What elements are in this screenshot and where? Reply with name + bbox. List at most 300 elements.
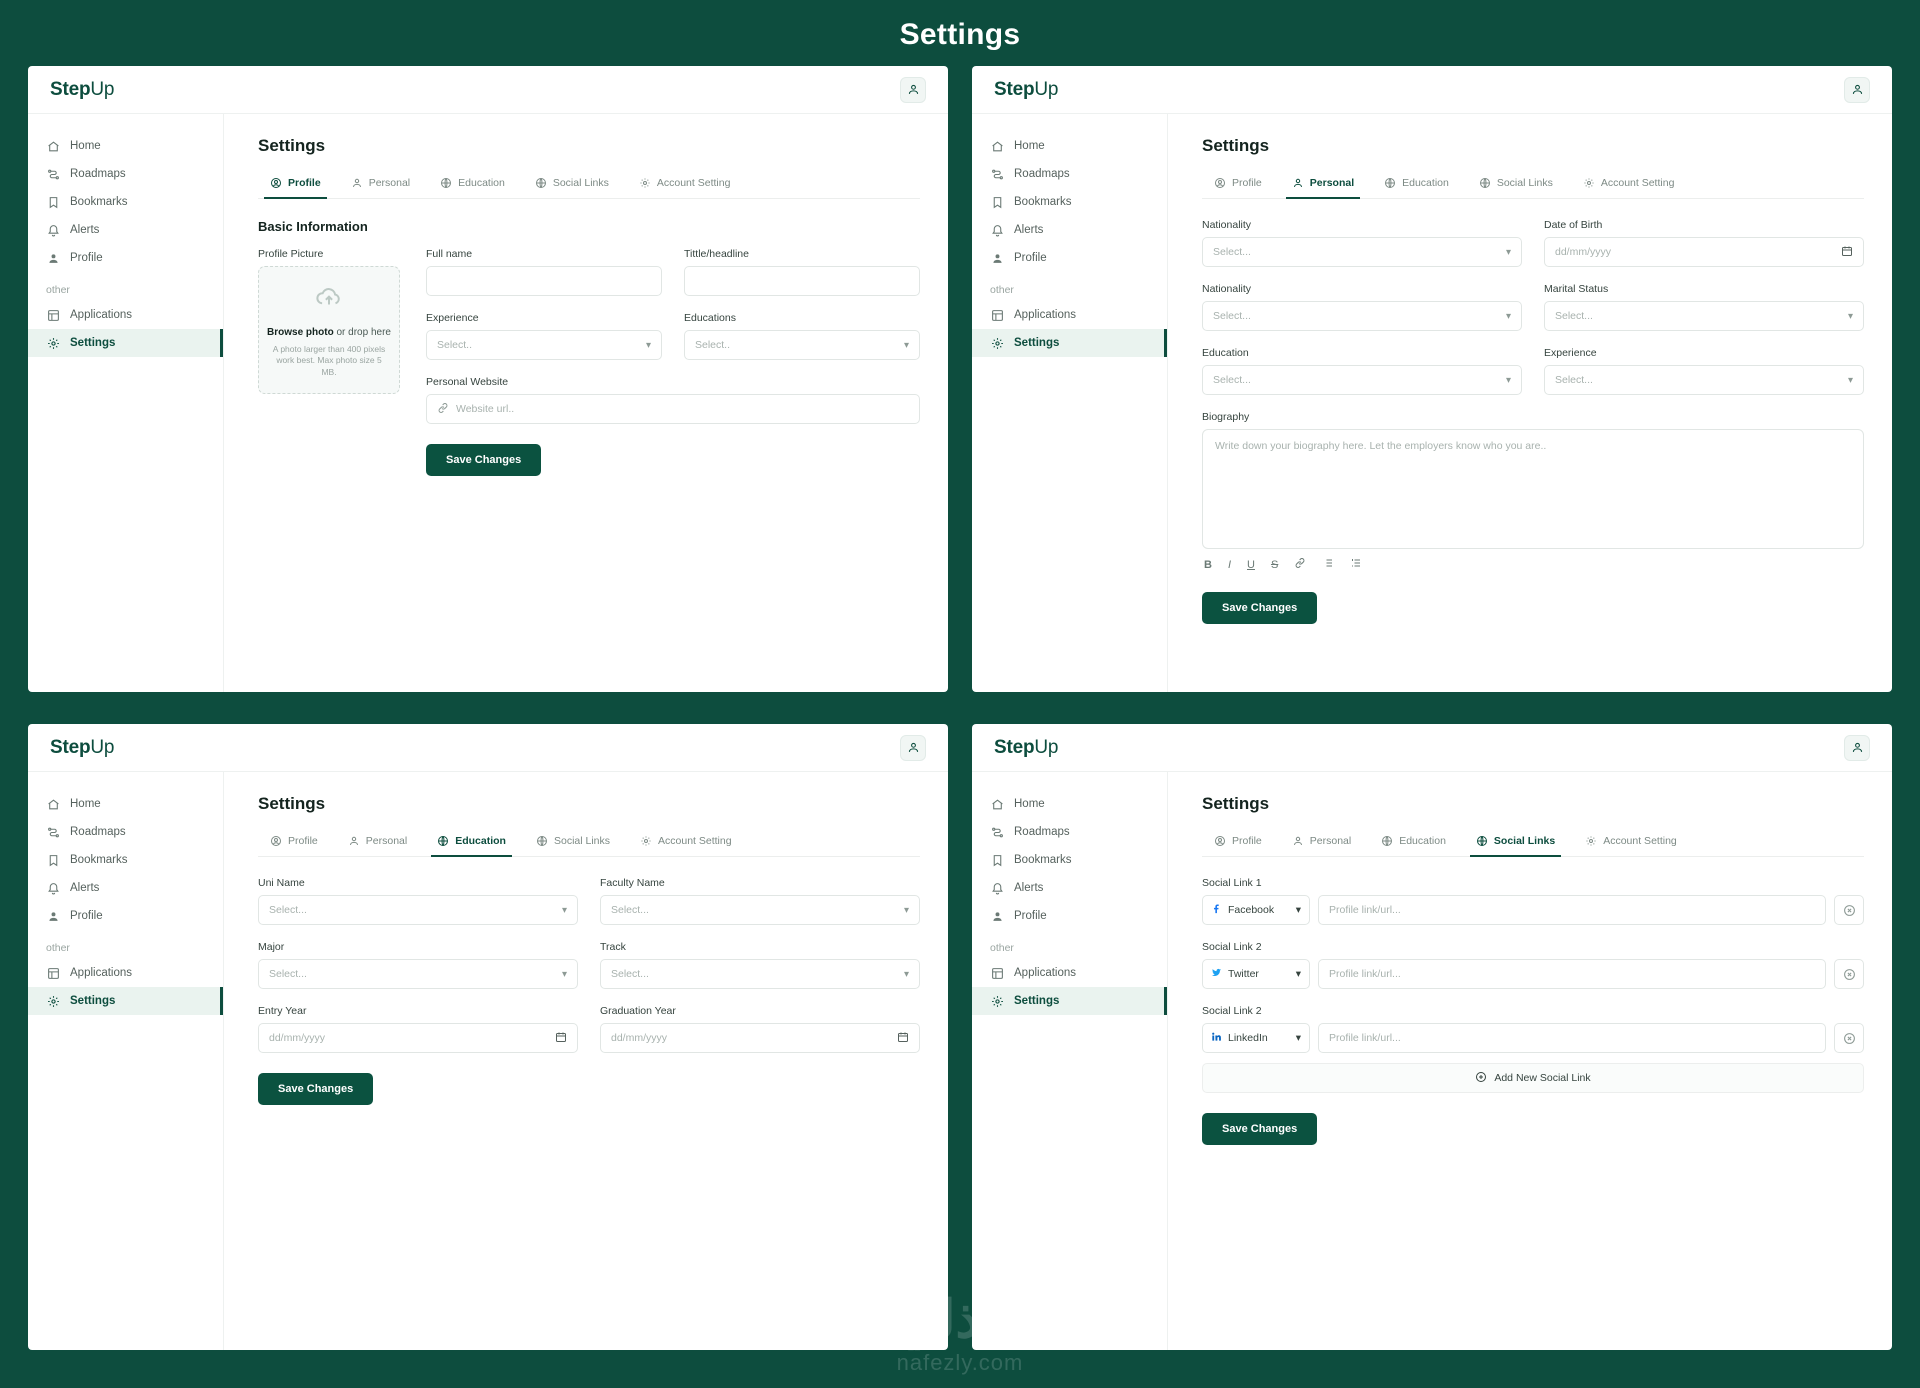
tab-education[interactable] (425, 828, 518, 856)
sidebar-item-label: Home (1014, 140, 1045, 152)
brand-logo[interactable] (50, 79, 114, 101)
globe-icon (1381, 835, 1393, 847)
browse-photo-rest: or drop here (333, 326, 391, 338)
home-icon (46, 797, 60, 811)
sidebar-item-home[interactable] (28, 790, 223, 818)
social-link-row (1202, 959, 1864, 989)
person-icon (1292, 177, 1304, 189)
user-icon (46, 909, 60, 923)
save-button[interactable]: Save Changes (1202, 1113, 1317, 1145)
user-circle-icon (270, 177, 282, 189)
avatar[interactable] (1844, 77, 1870, 103)
sidebar-item-home[interactable] (28, 132, 223, 160)
sidebar-item-profile[interactable] (972, 902, 1167, 930)
experience-label: Experience (1544, 347, 1597, 359)
sidebar-item-label: Profile (1014, 910, 1047, 922)
sidebar-item-alerts[interactable] (972, 874, 1167, 902)
marital-status-select[interactable] (1544, 301, 1864, 331)
bell-icon (46, 881, 60, 895)
sidebar-item-applications[interactable] (972, 959, 1167, 987)
sidebar-item-home[interactable] (972, 132, 1167, 160)
globe-icon (1479, 177, 1491, 189)
sidebar-item-label: Settings (1014, 337, 1060, 349)
add-new-social-link-button[interactable] (1202, 1063, 1864, 1093)
bookmark-icon (46, 195, 60, 209)
avatar[interactable] (900, 735, 926, 761)
social-link-3-label: Social Link 2 (1202, 1005, 1262, 1017)
sidebar-item-bookmarks[interactable] (28, 188, 223, 216)
sidebar-item-bookmarks[interactable] (972, 188, 1167, 216)
sidebar-item-label: Alerts (70, 224, 100, 236)
globe-icon (437, 835, 449, 847)
bell-icon (46, 223, 60, 237)
faculty-name-label: Faculty Name (600, 877, 665, 889)
sidebar-item-label: Home (70, 798, 101, 810)
sidebar-group-label: other (46, 284, 70, 296)
sidebar-item-home[interactable] (972, 790, 1167, 818)
calendar-icon[interactable] (555, 1031, 567, 1046)
tab-label: Education (455, 835, 506, 847)
sidebar (28, 114, 224, 692)
bold-icon[interactable]: B (1204, 558, 1212, 571)
education-select[interactable] (1202, 365, 1522, 395)
date-of-birth-label: Date of Birth (1544, 219, 1603, 231)
social-network-label: LinkedIn (1228, 1032, 1268, 1044)
gear-icon (1585, 835, 1597, 847)
tab-social-links[interactable] (523, 170, 621, 198)
social-link-row (1202, 895, 1864, 925)
applications-icon (46, 308, 60, 322)
underline-icon[interactable]: U (1247, 558, 1255, 571)
remove-social-link-button-2[interactable] (1834, 959, 1864, 989)
major-select[interactable] (258, 959, 578, 989)
tab-label: Social Links (553, 835, 611, 847)
tab-education[interactable] (1369, 828, 1458, 856)
chevron-down-icon: ▾ (1505, 310, 1511, 322)
uni-name-select[interactable] (258, 895, 578, 925)
entry-year-placeholder: dd/mm/yyyy (269, 1032, 326, 1044)
marital-status-value: Select... (1555, 310, 1593, 322)
sidebar-item-settings[interactable] (972, 987, 1167, 1015)
roadmap-icon (990, 167, 1004, 181)
card-body (28, 772, 948, 1350)
biography-textarea[interactable] (1202, 429, 1864, 549)
sidebar (972, 772, 1168, 1350)
educations-label: Educations (684, 312, 736, 324)
topbar (28, 66, 948, 114)
remove-social-link-button-3[interactable] (1834, 1023, 1864, 1053)
sidebar-item-bookmarks[interactable] (972, 846, 1167, 874)
tab-personal[interactable] (1280, 828, 1363, 856)
sidebar-item-settings[interactable] (972, 329, 1167, 357)
nationality-value: Select... (1213, 246, 1251, 258)
biography-placeholder: Write down your biography here. Let the employers know who you are.. (1215, 440, 1547, 452)
watermark-latin: nafezly.com (896, 1350, 1024, 1375)
tab-label: Education (1402, 177, 1449, 189)
calendar-icon[interactable] (1841, 245, 1853, 260)
sidebar-item-roadmaps[interactable] (28, 160, 223, 188)
sidebar-item-profile[interactable] (28, 902, 223, 930)
full-name-input[interactable] (426, 266, 662, 296)
brand-bold: Step (994, 78, 1035, 100)
experience-select[interactable] (426, 330, 662, 360)
sidebar-item-label: Bookmarks (70, 854, 128, 866)
sidebar-item-bookmarks[interactable] (28, 846, 223, 874)
education-value: Select... (1213, 374, 1251, 386)
tab-personal[interactable] (1280, 170, 1366, 198)
browse-photo-link[interactable]: Browse photo (267, 326, 334, 338)
social-network-select-3[interactable] (1202, 1023, 1310, 1053)
faculty-name-value: Select... (611, 904, 649, 916)
content-title: Settings (258, 136, 326, 155)
sidebar-item-label: Applications (1014, 967, 1077, 979)
sidebar-item-applications[interactable] (28, 301, 223, 329)
tab-account-setting[interactable] (627, 170, 743, 198)
nationality2-value: Select... (1213, 310, 1251, 322)
chevron-down-icon: ▾ (1505, 374, 1511, 386)
home-icon (990, 797, 1004, 811)
gear-icon (46, 336, 60, 350)
tab-label: Personal (365, 835, 408, 847)
biography-toolbar (1202, 549, 1864, 572)
link-icon[interactable] (1294, 557, 1306, 572)
save-button[interactable]: Save Changes (258, 1073, 373, 1105)
user-circle-icon (270, 835, 282, 847)
nationality2-label: Nationality (1202, 283, 1252, 295)
calendar-icon[interactable] (897, 1031, 909, 1046)
card-education (28, 724, 948, 1350)
card-profile (28, 66, 948, 692)
brand-logo[interactable] (50, 737, 114, 759)
card-social-links (972, 724, 1892, 1350)
strikethrough-icon[interactable]: S (1270, 558, 1279, 571)
tab-label: Personal (1309, 835, 1352, 847)
sidebar-item-label: Applications (70, 309, 133, 321)
brand-light: Up (90, 736, 115, 758)
plus-circle-icon (1475, 1071, 1487, 1086)
sidebar-item-label: Applications (1014, 309, 1077, 321)
chevron-down-icon: ▾ (1295, 904, 1301, 916)
gear-icon (640, 835, 652, 847)
title-headline-label: Tittle/headline (684, 248, 749, 260)
brand-light: Up (1034, 78, 1059, 100)
tabs (258, 170, 920, 199)
sidebar-item-label: Profile (1014, 252, 1047, 264)
uni-name-label: Uni Name (258, 877, 305, 889)
applications-icon (46, 966, 60, 980)
personal-website-input[interactable] (426, 394, 920, 424)
education-label: Education (1202, 347, 1249, 359)
globe-icon (1476, 835, 1488, 847)
social-network-label: Twitter (1228, 968, 1259, 980)
brand-bold: Step (50, 736, 91, 758)
tab-label: Profile (288, 835, 318, 847)
sidebar-group-label: other (46, 942, 70, 954)
title-headline-input[interactable] (684, 266, 920, 296)
chevron-down-icon: ▾ (903, 339, 909, 351)
roadmap-icon (990, 825, 1004, 839)
nationality-select[interactable] (1202, 237, 1522, 267)
card-personal (972, 66, 1892, 692)
globe-icon (1384, 177, 1396, 189)
educations-select[interactable] (684, 330, 920, 360)
chevron-down-icon: ▾ (561, 904, 567, 916)
chevron-down-icon: ▾ (1295, 968, 1301, 980)
entry-year-input[interactable] (258, 1023, 578, 1053)
sidebar-item-label: Bookmarks (1014, 854, 1072, 866)
gear-icon (990, 994, 1004, 1008)
tab-personal[interactable] (336, 828, 419, 856)
tab-account-setting[interactable] (628, 828, 744, 856)
marital-status-label: Marital Status (1544, 283, 1609, 295)
brand-bold: Step (50, 78, 91, 100)
user-icon (990, 251, 1004, 265)
applications-icon (990, 308, 1004, 322)
content-personal (1168, 114, 1892, 692)
topbar (28, 724, 948, 772)
avatar[interactable] (1844, 735, 1870, 761)
chevron-down-icon: ▾ (1295, 1032, 1301, 1044)
tab-personal[interactable] (339, 170, 422, 198)
sidebar-item-applications[interactable] (972, 301, 1167, 329)
bell-icon (990, 881, 1004, 895)
chevron-down-icon: ▾ (903, 904, 909, 916)
tab-label: Personal (368, 177, 411, 189)
brand-logo[interactable] (994, 737, 1058, 759)
social-link-row (1202, 1023, 1864, 1053)
card-body (28, 114, 948, 692)
social-url-input-3[interactable] (1318, 1023, 1826, 1053)
brand-light: Up (1034, 736, 1059, 758)
sidebar-item-label: Settings (70, 995, 116, 1007)
gear-icon (46, 994, 60, 1008)
tab-label: Profile (288, 177, 321, 189)
chevron-down-icon: ▾ (1505, 246, 1511, 258)
tab-label: Social Links (1496, 177, 1553, 189)
brand-light: Up (90, 78, 115, 100)
sidebar-item-roadmaps[interactable] (28, 818, 223, 846)
tab-social-links[interactable] (524, 828, 622, 856)
tab-label: Education (458, 177, 505, 189)
social-url-input-2[interactable] (1318, 959, 1826, 989)
full-name-label: Full name (426, 248, 473, 260)
tab-label: Account Setting (1600, 177, 1675, 189)
nationality2-select[interactable] (1202, 301, 1522, 331)
social-link-1-label: Social Link 1 (1202, 877, 1262, 889)
sidebar (972, 114, 1168, 692)
avatar[interactable] (900, 77, 926, 103)
track-label: Track (600, 941, 626, 953)
personal-website-placeholder: Website url.. (456, 403, 515, 415)
sidebar-item-roadmaps[interactable] (972, 818, 1167, 846)
screenshot-grid (0, 66, 1920, 1350)
content-title: Settings (1202, 136, 1270, 155)
bookmark-icon (990, 853, 1004, 867)
major-label: Major (258, 941, 285, 953)
sidebar-item-label: Bookmarks (70, 196, 128, 208)
tab-social-links[interactable] (1464, 828, 1567, 856)
watermark-arabic: نفذلي (896, 1291, 1024, 1349)
sidebar-item-settings[interactable] (28, 987, 223, 1015)
chevron-down-icon: ▾ (561, 968, 567, 980)
sidebar-item-label: Roadmaps (1014, 826, 1070, 838)
tab-social-links[interactable] (1467, 170, 1565, 198)
profile-picture-dropzone[interactable] (258, 266, 400, 394)
sidebar-item-profile[interactable] (28, 244, 223, 272)
tab-profile[interactable] (1202, 828, 1274, 856)
social-network-select-1[interactable] (1202, 895, 1310, 925)
link-icon (437, 402, 449, 417)
upload-cloud-icon (314, 282, 344, 317)
globe-icon (440, 177, 452, 189)
social-url-placeholder: Profile link/url... (1329, 904, 1401, 916)
tabs (1202, 170, 1864, 199)
bell-icon (990, 223, 1004, 237)
user-circle-icon (1214, 177, 1226, 189)
sidebar-group-label: other (990, 284, 1014, 296)
tab-label: Account Setting (658, 835, 732, 847)
tab-label: Profile (1232, 177, 1262, 189)
sidebar-item-label: Home (70, 140, 101, 152)
person-icon (351, 177, 363, 189)
track-value: Select... (611, 968, 649, 980)
sidebar-item-label: Settings (70, 337, 116, 349)
user-circle-icon (1214, 835, 1226, 847)
chevron-down-icon: ▾ (903, 968, 909, 980)
experience-value: Select.. (437, 339, 473, 351)
tab-label: Profile (1232, 835, 1262, 847)
sidebar-item-label: Applications (70, 967, 133, 979)
person-icon (348, 835, 360, 847)
topbar (972, 724, 1892, 772)
faculty-name-select[interactable] (600, 895, 920, 925)
social-link-2-label: Social Link 2 (1202, 941, 1262, 953)
social-network-label: Facebook (1228, 904, 1275, 916)
numbered-list-icon[interactable] (1350, 557, 1362, 572)
gear-icon (639, 177, 651, 189)
bullet-list-icon[interactable] (1322, 557, 1334, 572)
brand-logo[interactable] (994, 79, 1058, 101)
sidebar-item-label: Profile (70, 910, 103, 922)
tab-education[interactable] (1372, 170, 1461, 198)
tab-account-setting[interactable] (1573, 828, 1689, 856)
sidebar (28, 772, 224, 1350)
social-url-input-1[interactable] (1318, 895, 1826, 925)
tab-label: Social Links (552, 177, 609, 189)
gear-icon (1583, 177, 1595, 189)
tabs (258, 828, 920, 857)
applications-icon (990, 966, 1004, 980)
tab-account-setting[interactable] (1571, 170, 1687, 198)
roadmap-icon (46, 167, 60, 181)
twitter-icon (1211, 967, 1222, 981)
tab-label: Account Setting (656, 177, 731, 189)
educations-value: Select.. (695, 339, 731, 351)
sidebar-item-label: Alerts (1014, 882, 1044, 894)
remove-social-link-button-1[interactable] (1834, 895, 1864, 925)
sidebar-item-settings[interactable] (28, 329, 223, 357)
sidebar-item-applications[interactable] (28, 959, 223, 987)
profile-picture-label: Profile Picture (258, 248, 324, 260)
graduation-year-input[interactable] (600, 1023, 920, 1053)
tab-education[interactable] (428, 170, 517, 198)
sidebar-item-label: Alerts (70, 882, 100, 894)
tab-profile[interactable] (258, 170, 333, 198)
track-select[interactable] (600, 959, 920, 989)
sidebar-item-roadmaps[interactable] (972, 160, 1167, 188)
sidebar-item-label: Alerts (1014, 224, 1044, 236)
experience-value: Select... (1555, 374, 1593, 386)
tab-label: Education (1399, 835, 1446, 847)
user-icon (46, 251, 60, 265)
uni-name-value: Select... (269, 904, 307, 916)
sidebar-item-label: Home (1014, 798, 1045, 810)
bookmark-icon (46, 853, 60, 867)
page-title: Settings (899, 18, 1021, 51)
date-of-birth-input[interactable] (1544, 237, 1864, 267)
globe-icon (536, 835, 548, 847)
save-button[interactable]: Save Changes (1202, 592, 1317, 624)
sidebar-group-label: other (990, 942, 1014, 954)
tab-label: Personal (1309, 177, 1355, 189)
graduation-year-placeholder: dd/mm/yyyy (611, 1032, 668, 1044)
tab-profile[interactable] (1202, 170, 1274, 198)
user-icon (990, 909, 1004, 923)
nationality-label: Nationality (1202, 219, 1252, 231)
card-body (972, 114, 1892, 692)
italic-icon[interactable]: I (1227, 558, 1232, 571)
globe-icon (535, 177, 547, 189)
personal-website-label: Personal Website (426, 376, 509, 388)
chevron-down-icon: ▾ (645, 339, 651, 351)
entry-year-label: Entry Year (258, 1005, 307, 1017)
content-social-links (1168, 772, 1892, 1350)
experience-label: Experience (426, 312, 479, 324)
topbar (972, 66, 1892, 114)
date-of-birth-placeholder: dd/mm/yyyy (1555, 246, 1612, 258)
save-button[interactable]: Save Changes (426, 444, 541, 476)
sidebar-item-profile[interactable] (972, 244, 1167, 272)
social-url-placeholder: Profile link/url... (1329, 1032, 1401, 1044)
major-value: Select... (269, 968, 307, 980)
tab-label: Account Setting (1603, 835, 1677, 847)
facebook-icon (1211, 903, 1222, 917)
sidebar-item-alerts[interactable] (28, 874, 223, 902)
sidebar-item-label: Profile (70, 252, 103, 264)
tabs (1202, 828, 1864, 857)
graduation-year-label: Graduation Year (600, 1005, 676, 1017)
chevron-down-icon: ▾ (1847, 374, 1853, 386)
experience-select[interactable] (1544, 365, 1864, 395)
sidebar-item-alerts[interactable] (28, 216, 223, 244)
content-title: Settings (1202, 794, 1270, 813)
sidebar-item-alerts[interactable] (972, 216, 1167, 244)
content-title: Settings (258, 794, 326, 813)
home-icon (990, 139, 1004, 153)
tab-profile[interactable] (258, 828, 330, 856)
social-network-select-2[interactable] (1202, 959, 1310, 989)
social-url-placeholder: Profile link/url... (1329, 968, 1401, 980)
chevron-down-icon: ▾ (1847, 310, 1853, 322)
person-icon (1292, 835, 1304, 847)
section-title: Basic Information (258, 219, 368, 234)
brand-bold: Step (994, 736, 1035, 758)
sidebar-item-label: Roadmaps (70, 168, 126, 180)
gear-icon (990, 336, 1004, 350)
linkedin-icon (1211, 1031, 1222, 1045)
home-icon (46, 139, 60, 153)
biography-label: Biography (1202, 411, 1250, 423)
